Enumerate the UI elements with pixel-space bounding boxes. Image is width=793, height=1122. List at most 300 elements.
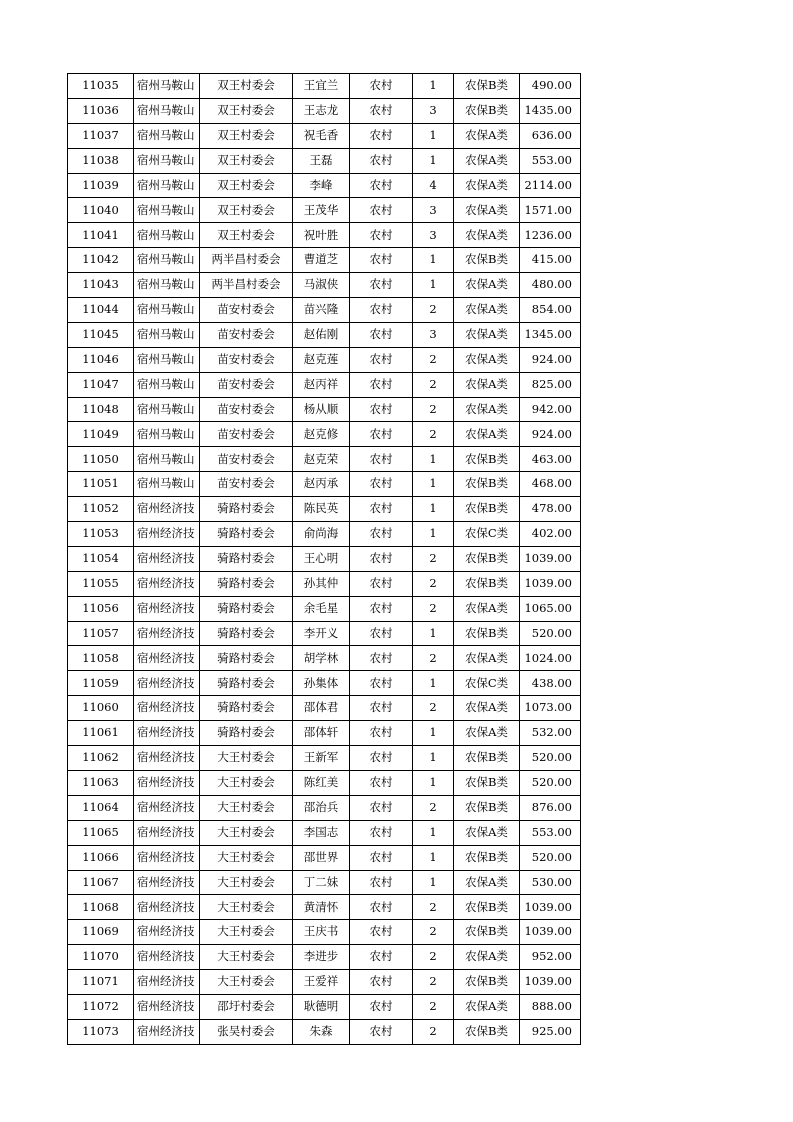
- table-row: [68, 770, 581, 795]
- household-size-cell: 1: [413, 123, 454, 148]
- household-type-cell: 农村: [350, 472, 413, 497]
- amount-cell: 415.00: [520, 248, 581, 273]
- region-cell: 宿州经济技: [134, 696, 200, 721]
- village-committee-cell: 大王村委会: [200, 870, 293, 895]
- village-committee-cell: 双王村委会: [200, 148, 293, 173]
- region-cell: 宿州经济技: [134, 770, 200, 795]
- record-id-cell: 11063: [68, 770, 134, 795]
- record-id-cell: 11052: [68, 497, 134, 522]
- household-type-cell: 农村: [350, 770, 413, 795]
- table-row: [68, 198, 581, 223]
- insurance-category-cell: 农保B类: [454, 795, 520, 820]
- insurance-category-cell: 农保A类: [454, 372, 520, 397]
- household-type-cell: 农村: [350, 422, 413, 447]
- region-cell: 宿州经济技: [134, 845, 200, 870]
- person-name-cell: 赵佑刚: [293, 322, 350, 347]
- record-id-cell: 11059: [68, 671, 134, 696]
- table-row: [68, 223, 581, 248]
- household-size-cell: 1: [413, 497, 454, 522]
- person-name-cell: 王茂华: [293, 198, 350, 223]
- village-committee-cell: 苗安村委会: [200, 298, 293, 323]
- record-id-cell: 11069: [68, 920, 134, 945]
- person-name-cell: 陈民英: [293, 497, 350, 522]
- household-type-cell: 农村: [350, 273, 413, 298]
- record-id-cell: 11043: [68, 273, 134, 298]
- household-type-cell: 农村: [350, 347, 413, 372]
- household-size-cell: 1: [413, 447, 454, 472]
- household-type-cell: 农村: [350, 546, 413, 571]
- insurance-category-cell: 农保C类: [454, 671, 520, 696]
- village-committee-cell: 大王村委会: [200, 820, 293, 845]
- household-size-cell: 2: [413, 895, 454, 920]
- household-size-cell: 3: [413, 223, 454, 248]
- insurance-category-cell: 农保A类: [454, 148, 520, 173]
- household-type-cell: 农村: [350, 447, 413, 472]
- village-committee-cell: 骑路村委会: [200, 546, 293, 571]
- person-name-cell: 祝毛香: [293, 123, 350, 148]
- record-id-cell: 11053: [68, 522, 134, 547]
- region-cell: 宿州马鞍山: [134, 198, 200, 223]
- person-name-cell: 丁二妹: [293, 870, 350, 895]
- household-type-cell: 农村: [350, 920, 413, 945]
- record-id-cell: 11071: [68, 970, 134, 995]
- record-id-cell: 11035: [68, 74, 134, 99]
- household-type-cell: 农村: [350, 372, 413, 397]
- insurance-category-cell: 农保B类: [454, 248, 520, 273]
- record-id-cell: 11054: [68, 546, 134, 571]
- insurance-category-cell: 农保B类: [454, 770, 520, 795]
- household-size-cell: 1: [413, 870, 454, 895]
- household-size-cell: 2: [413, 920, 454, 945]
- insurance-category-cell: 农保B类: [454, 98, 520, 123]
- amount-cell: 1039.00: [520, 895, 581, 920]
- village-committee-cell: 苗安村委会: [200, 372, 293, 397]
- person-name-cell: 孙其仲: [293, 571, 350, 596]
- record-id-cell: 11047: [68, 372, 134, 397]
- household-type-cell: 农村: [350, 223, 413, 248]
- insurance-category-cell: 农保B类: [454, 920, 520, 945]
- table-row: [68, 621, 581, 646]
- insurance-category-cell: 农保A类: [454, 322, 520, 347]
- region-cell: 宿州经济技: [134, 1019, 200, 1044]
- person-name-cell: 胡学林: [293, 646, 350, 671]
- household-size-cell: 2: [413, 945, 454, 970]
- household-type-cell: 农村: [350, 98, 413, 123]
- household-size-cell: 2: [413, 571, 454, 596]
- amount-cell: 520.00: [520, 845, 581, 870]
- household-size-cell: 2: [413, 646, 454, 671]
- amount-cell: 2114.00: [520, 173, 581, 198]
- amount-cell: 924.00: [520, 347, 581, 372]
- village-committee-cell: 两半昌村委会: [200, 273, 293, 298]
- person-name-cell: 王宜兰: [293, 74, 350, 99]
- insurance-category-cell: 农保B类: [454, 74, 520, 99]
- village-committee-cell: 双王村委会: [200, 198, 293, 223]
- region-cell: 宿州经济技: [134, 746, 200, 771]
- person-name-cell: 赵丙承: [293, 472, 350, 497]
- table-row: [68, 820, 581, 845]
- household-type-cell: 农村: [350, 173, 413, 198]
- table-row: [68, 98, 581, 123]
- household-size-cell: 2: [413, 422, 454, 447]
- amount-cell: 1345.00: [520, 322, 581, 347]
- amount-cell: 1039.00: [520, 920, 581, 945]
- amount-cell: 1039.00: [520, 970, 581, 995]
- amount-cell: 553.00: [520, 148, 581, 173]
- household-size-cell: 2: [413, 298, 454, 323]
- household-size-cell: 1: [413, 845, 454, 870]
- household-type-cell: 农村: [350, 970, 413, 995]
- household-type-cell: 农村: [350, 646, 413, 671]
- region-cell: 宿州马鞍山: [134, 397, 200, 422]
- region-cell: 宿州马鞍山: [134, 148, 200, 173]
- insurance-category-cell: 农保B类: [454, 746, 520, 771]
- record-id-cell: 11036: [68, 98, 134, 123]
- region-cell: 宿州马鞍山: [134, 123, 200, 148]
- household-size-cell: 1: [413, 770, 454, 795]
- insurance-category-cell: 农保A类: [454, 820, 520, 845]
- household-type-cell: 农村: [350, 671, 413, 696]
- person-name-cell: 陈红美: [293, 770, 350, 795]
- amount-cell: 478.00: [520, 497, 581, 522]
- person-name-cell: 王庆书: [293, 920, 350, 945]
- village-committee-cell: 大王村委会: [200, 845, 293, 870]
- household-size-cell: 1: [413, 273, 454, 298]
- region-cell: 宿州经济技: [134, 671, 200, 696]
- region-cell: 宿州马鞍山: [134, 173, 200, 198]
- household-type-cell: 农村: [350, 845, 413, 870]
- insurance-category-cell: 农保A类: [454, 596, 520, 621]
- village-committee-cell: 苗安村委会: [200, 347, 293, 372]
- table-row: [68, 945, 581, 970]
- record-id-cell: 11067: [68, 870, 134, 895]
- household-size-cell: 2: [413, 546, 454, 571]
- village-committee-cell: 双王村委会: [200, 98, 293, 123]
- amount-cell: 952.00: [520, 945, 581, 970]
- household-size-cell: 1: [413, 74, 454, 99]
- insurance-category-cell: 农保A类: [454, 994, 520, 1019]
- household-size-cell: 2: [413, 596, 454, 621]
- region-cell: 宿州马鞍山: [134, 347, 200, 372]
- household-type-cell: 农村: [350, 895, 413, 920]
- record-id-cell: 11073: [68, 1019, 134, 1044]
- household-type-cell: 农村: [350, 621, 413, 646]
- insurance-category-cell: 农保B类: [454, 895, 520, 920]
- amount-cell: 888.00: [520, 994, 581, 1019]
- household-size-cell: 4: [413, 173, 454, 198]
- person-name-cell: 李开义: [293, 621, 350, 646]
- amount-cell: 924.00: [520, 422, 581, 447]
- table-row: [68, 994, 581, 1019]
- table-row: [68, 746, 581, 771]
- amount-cell: 520.00: [520, 621, 581, 646]
- insurance-category-cell: 农保A类: [454, 696, 520, 721]
- household-size-cell: 3: [413, 98, 454, 123]
- insurance-category-cell: 农保B类: [454, 845, 520, 870]
- table-row: [68, 123, 581, 148]
- region-cell: 宿州经济技: [134, 994, 200, 1019]
- household-type-cell: 农村: [350, 148, 413, 173]
- table-row: [68, 422, 581, 447]
- amount-cell: 1065.00: [520, 596, 581, 621]
- village-committee-cell: 骑路村委会: [200, 646, 293, 671]
- village-committee-cell: 骑路村委会: [200, 522, 293, 547]
- household-size-cell: 2: [413, 1019, 454, 1044]
- table-row: [68, 74, 581, 99]
- table-row: [68, 347, 581, 372]
- household-size-cell: 1: [413, 721, 454, 746]
- person-name-cell: 祝叶胜: [293, 223, 350, 248]
- table-row: [68, 372, 581, 397]
- household-size-cell: 1: [413, 621, 454, 646]
- region-cell: 宿州经济技: [134, 546, 200, 571]
- table-row: [68, 596, 581, 621]
- village-committee-cell: 双王村委会: [200, 74, 293, 99]
- insurance-category-cell: 农保B类: [454, 472, 520, 497]
- insurance-category-cell: 农保A类: [454, 223, 520, 248]
- region-cell: 宿州经济技: [134, 596, 200, 621]
- table-row: [68, 920, 581, 945]
- region-cell: 宿州马鞍山: [134, 298, 200, 323]
- region-cell: 宿州经济技: [134, 920, 200, 945]
- region-cell: 宿州马鞍山: [134, 223, 200, 248]
- household-size-cell: 3: [413, 198, 454, 223]
- household-size-cell: 1: [413, 148, 454, 173]
- record-id-cell: 11051: [68, 472, 134, 497]
- table-row: [68, 870, 581, 895]
- record-id-cell: 11045: [68, 322, 134, 347]
- insurance-category-cell: 农保A类: [454, 173, 520, 198]
- region-cell: 宿州经济技: [134, 522, 200, 547]
- record-id-cell: 11046: [68, 347, 134, 372]
- household-size-cell: 2: [413, 994, 454, 1019]
- household-type-cell: 农村: [350, 870, 413, 895]
- region-cell: 宿州马鞍山: [134, 447, 200, 472]
- village-committee-cell: 大王村委会: [200, 895, 293, 920]
- person-name-cell: 赵克莲: [293, 347, 350, 372]
- village-committee-cell: 苗安村委会: [200, 397, 293, 422]
- household-type-cell: 农村: [350, 696, 413, 721]
- amount-cell: 530.00: [520, 870, 581, 895]
- household-type-cell: 农村: [350, 795, 413, 820]
- region-cell: 宿州经济技: [134, 870, 200, 895]
- amount-cell: 553.00: [520, 820, 581, 845]
- insurance-category-cell: 农保A类: [454, 422, 520, 447]
- household-type-cell: 农村: [350, 198, 413, 223]
- amount-cell: 532.00: [520, 721, 581, 746]
- region-cell: 宿州经济技: [134, 970, 200, 995]
- record-id-cell: 11060: [68, 696, 134, 721]
- person-name-cell: 邵体君: [293, 696, 350, 721]
- record-id-cell: 11065: [68, 820, 134, 845]
- person-name-cell: 邵治兵: [293, 795, 350, 820]
- village-committee-cell: 苗安村委会: [200, 472, 293, 497]
- amount-cell: 468.00: [520, 472, 581, 497]
- person-name-cell: 李进步: [293, 945, 350, 970]
- person-name-cell: 邵体轩: [293, 721, 350, 746]
- record-id-cell: 11040: [68, 198, 134, 223]
- amount-cell: 463.00: [520, 447, 581, 472]
- roster-body: [68, 74, 581, 1045]
- amount-cell: 925.00: [520, 1019, 581, 1044]
- record-id-cell: 11039: [68, 173, 134, 198]
- amount-cell: 1039.00: [520, 571, 581, 596]
- person-name-cell: 王爱祥: [293, 970, 350, 995]
- record-id-cell: 11049: [68, 422, 134, 447]
- amount-cell: 1024.00: [520, 646, 581, 671]
- amount-cell: 1073.00: [520, 696, 581, 721]
- household-type-cell: 农村: [350, 522, 413, 547]
- household-size-cell: 3: [413, 322, 454, 347]
- household-type-cell: 农村: [350, 820, 413, 845]
- table-row: [68, 173, 581, 198]
- person-name-cell: 耿德明: [293, 994, 350, 1019]
- table-row: [68, 397, 581, 422]
- village-committee-cell: 苗安村委会: [200, 322, 293, 347]
- insurance-category-cell: 农保C类: [454, 522, 520, 547]
- table-row: [68, 273, 581, 298]
- region-cell: 宿州马鞍山: [134, 322, 200, 347]
- village-committee-cell: 骑路村委会: [200, 721, 293, 746]
- amount-cell: 480.00: [520, 273, 581, 298]
- household-type-cell: 农村: [350, 123, 413, 148]
- household-size-cell: 1: [413, 472, 454, 497]
- table-row: [68, 845, 581, 870]
- household-type-cell: 农村: [350, 994, 413, 1019]
- amount-cell: 1236.00: [520, 223, 581, 248]
- record-id-cell: 11048: [68, 397, 134, 422]
- record-id-cell: 11068: [68, 895, 134, 920]
- amount-cell: 636.00: [520, 123, 581, 148]
- person-name-cell: 王志龙: [293, 98, 350, 123]
- household-type-cell: 农村: [350, 721, 413, 746]
- village-committee-cell: 大王村委会: [200, 795, 293, 820]
- table-row: [68, 646, 581, 671]
- table-row: [68, 546, 581, 571]
- insurance-category-cell: 农保A类: [454, 646, 520, 671]
- person-name-cell: 王心明: [293, 546, 350, 571]
- amount-cell: 876.00: [520, 795, 581, 820]
- amount-cell: 825.00: [520, 372, 581, 397]
- village-committee-cell: 骑路村委会: [200, 696, 293, 721]
- region-cell: 宿州经济技: [134, 895, 200, 920]
- region-cell: 宿州经济技: [134, 721, 200, 746]
- person-name-cell: 余毛星: [293, 596, 350, 621]
- household-size-cell: 1: [413, 820, 454, 845]
- table-row: [68, 671, 581, 696]
- amount-cell: 490.00: [520, 74, 581, 99]
- person-name-cell: 马淑侠: [293, 273, 350, 298]
- household-type-cell: 农村: [350, 945, 413, 970]
- insurance-category-cell: 农保A类: [454, 198, 520, 223]
- insurance-category-cell: 农保B类: [454, 497, 520, 522]
- person-name-cell: 杨从顺: [293, 397, 350, 422]
- village-committee-cell: 双王村委会: [200, 173, 293, 198]
- household-type-cell: 农村: [350, 322, 413, 347]
- record-id-cell: 11058: [68, 646, 134, 671]
- record-id-cell: 11038: [68, 148, 134, 173]
- insurance-category-cell: 农保A类: [454, 870, 520, 895]
- record-id-cell: 11050: [68, 447, 134, 472]
- table-row: [68, 1019, 581, 1044]
- household-size-cell: 1: [413, 248, 454, 273]
- table-row: [68, 322, 581, 347]
- insurance-category-cell: 农保B类: [454, 1019, 520, 1044]
- village-committee-cell: 大王村委会: [200, 770, 293, 795]
- record-id-cell: 11055: [68, 571, 134, 596]
- village-committee-cell: 骑路村委会: [200, 571, 293, 596]
- village-committee-cell: 大王村委会: [200, 746, 293, 771]
- insurance-category-cell: 农保B类: [454, 621, 520, 646]
- village-committee-cell: 骑路村委会: [200, 671, 293, 696]
- region-cell: 宿州经济技: [134, 646, 200, 671]
- record-id-cell: 11041: [68, 223, 134, 248]
- region-cell: 宿州马鞍山: [134, 372, 200, 397]
- household-size-cell: 2: [413, 696, 454, 721]
- person-name-cell: 李峰: [293, 173, 350, 198]
- village-committee-cell: 双王村委会: [200, 123, 293, 148]
- table-row: [68, 522, 581, 547]
- amount-cell: 402.00: [520, 522, 581, 547]
- person-name-cell: 赵克修: [293, 422, 350, 447]
- amount-cell: 520.00: [520, 770, 581, 795]
- household-type-cell: 农村: [350, 497, 413, 522]
- village-committee-cell: 骑路村委会: [200, 621, 293, 646]
- person-name-cell: 赵克荣: [293, 447, 350, 472]
- table-row: [68, 970, 581, 995]
- benefit-roster-table: [67, 73, 581, 1045]
- table-row: [68, 472, 581, 497]
- household-size-cell: 1: [413, 671, 454, 696]
- record-id-cell: 11056: [68, 596, 134, 621]
- amount-cell: 1039.00: [520, 546, 581, 571]
- person-name-cell: 赵丙祥: [293, 372, 350, 397]
- insurance-category-cell: 农保A类: [454, 123, 520, 148]
- record-id-cell: 11057: [68, 621, 134, 646]
- record-id-cell: 11061: [68, 721, 134, 746]
- household-type-cell: 农村: [350, 397, 413, 422]
- village-committee-cell: 骑路村委会: [200, 596, 293, 621]
- record-id-cell: 11042: [68, 248, 134, 273]
- amount-cell: 520.00: [520, 746, 581, 771]
- amount-cell: 438.00: [520, 671, 581, 696]
- insurance-category-cell: 农保A类: [454, 945, 520, 970]
- record-id-cell: 11044: [68, 298, 134, 323]
- person-name-cell: 李国志: [293, 820, 350, 845]
- region-cell: 宿州经济技: [134, 820, 200, 845]
- region-cell: 宿州经济技: [134, 795, 200, 820]
- record-id-cell: 11064: [68, 795, 134, 820]
- household-size-cell: 2: [413, 397, 454, 422]
- village-committee-cell: 骑路村委会: [200, 497, 293, 522]
- insurance-category-cell: 农保A类: [454, 397, 520, 422]
- village-committee-cell: 双王村委会: [200, 223, 293, 248]
- record-id-cell: 11066: [68, 845, 134, 870]
- person-name-cell: 朱森: [293, 1019, 350, 1044]
- amount-cell: 1571.00: [520, 198, 581, 223]
- household-type-cell: 农村: [350, 74, 413, 99]
- table-row: [68, 447, 581, 472]
- household-size-cell: 2: [413, 970, 454, 995]
- person-name-cell: 王磊: [293, 148, 350, 173]
- insurance-category-cell: 农保B类: [454, 546, 520, 571]
- household-size-cell: 2: [413, 795, 454, 820]
- household-type-cell: 农村: [350, 248, 413, 273]
- household-size-cell: 1: [413, 522, 454, 547]
- table-row: [68, 696, 581, 721]
- household-type-cell: 农村: [350, 298, 413, 323]
- region-cell: 宿州经济技: [134, 571, 200, 596]
